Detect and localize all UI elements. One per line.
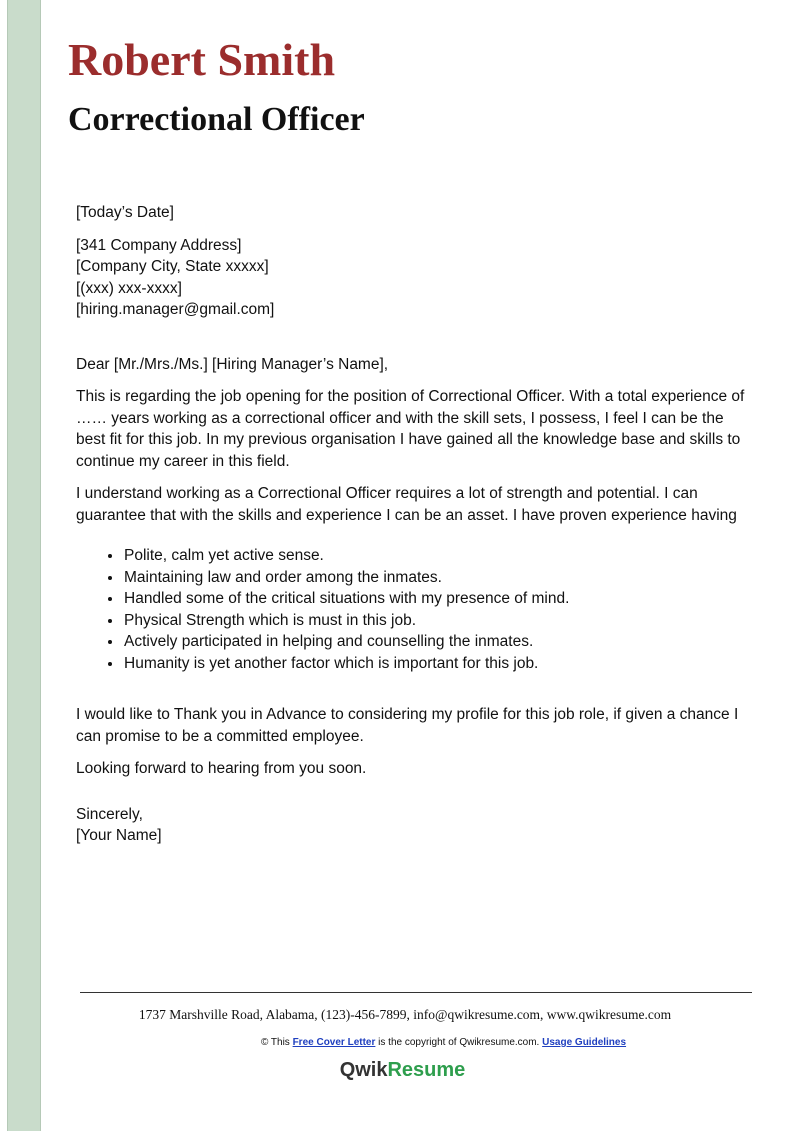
qwikresume-logo[interactable] bbox=[0, 1059, 800, 1082]
salutation: Dear [Mr./Mrs./Ms.] [Hiring Manager’s Name], bbox=[76, 355, 389, 373]
paragraph-looking-forward: Looking forward to hearing from you soon. bbox=[76, 760, 367, 777]
closing: Sincerely, bbox=[76, 805, 143, 823]
signature: [Your Name] bbox=[76, 827, 162, 844]
address-line: [341 Company Address] bbox=[76, 236, 242, 254]
list-item: • Physical Strength which is must in this job. bbox=[123, 610, 756, 632]
address-line: [hiring.manager@gmail.com] bbox=[76, 301, 275, 318]
address-line: [Company City, State xxxxx] bbox=[76, 258, 269, 275]
paragraph-thanks: I would like to Thank you in Advance to considering my profile for this job role, if given a chance I can promise to be a committed employee. bbox=[76, 706, 739, 745]
address-line: [(xxx) xxx-xxxx] bbox=[76, 279, 182, 297]
list-item: • Humanity is yet another factor which is important for this job. bbox=[123, 653, 756, 675]
skills-list bbox=[76, 545, 756, 674]
copyright-middle: is the copyright of Qwikresume.com. bbox=[378, 1037, 540, 1048]
applicant-name: Robert Smith bbox=[68, 34, 336, 85]
free-cover-letter-link[interactable]: Free Cover Letter bbox=[292, 1037, 376, 1048]
copyright-notice bbox=[0, 1037, 800, 1048]
letter-body bbox=[76, 202, 756, 847]
copyright-prefix: © This bbox=[260, 1037, 290, 1048]
paragraph-experience: I understand working as a Correctional Officer requires a lot of strength and potential. I can guarantee that with the skills and experience I can be an asset. I have proven experience having bbox=[76, 485, 737, 524]
usage-guidelines-link[interactable]: Usage Guidelines bbox=[542, 1037, 627, 1048]
footer-contact: 1737 Marshville Road, Alabama, (123)-456-7899, info@qwikresume.com, www.qwikresume.com bbox=[138, 1007, 672, 1022]
list-item: • Polite, calm yet active sense. bbox=[123, 545, 756, 567]
decorative-side-bar bbox=[7, 0, 41, 1131]
footer-divider bbox=[80, 992, 752, 993]
logo-part-resume: Resume bbox=[387, 1059, 466, 1081]
recipient-address bbox=[76, 235, 756, 321]
letter-date: [Today’s Date] bbox=[76, 204, 174, 221]
paragraph-intro: This is regarding the job opening for the position of Correctional Officer. With a total experience of …… years working as a correctional officer and with the skill sets, I possess, I feel I can be the best fit for this job. In my previous organisation I have gained all the knowledge base and skills to continue my career in this field. bbox=[76, 388, 745, 470]
list-item: • Actively participated in helping and counselling the inmates. bbox=[123, 631, 756, 653]
logo-part-qwik: Qwik bbox=[339, 1059, 388, 1081]
list-item: • Handled some of the critical situations with my presence of mind. bbox=[123, 588, 756, 610]
list-item: • Maintaining law and order among the inmates. bbox=[123, 567, 756, 589]
job-title: Correctional Officer bbox=[68, 101, 365, 138]
